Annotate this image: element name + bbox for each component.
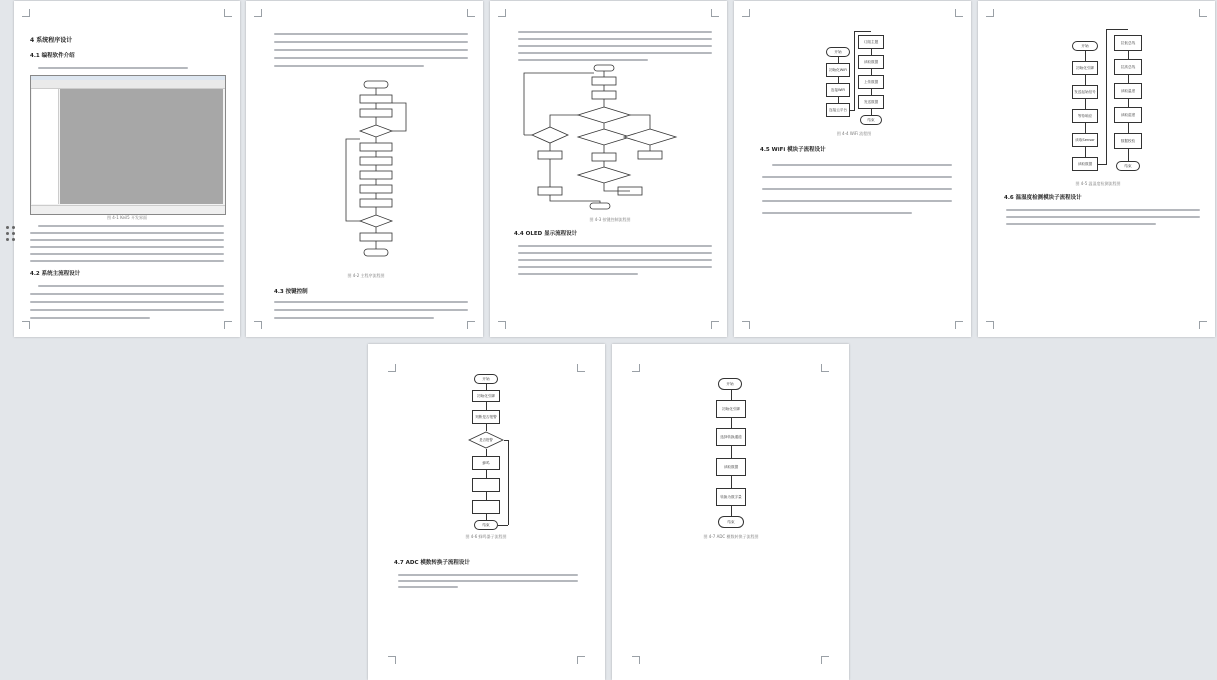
text-line (518, 266, 712, 268)
flow-node: 结束 (860, 115, 882, 125)
flow-node: 发送数据 (858, 95, 884, 109)
flow-node: 等待响应 (1072, 109, 1098, 123)
crop-mark (742, 9, 750, 17)
flow-node: 开始 (1072, 41, 1098, 51)
crop-mark (577, 656, 585, 664)
subsection-heading: 4.3 按键控制 (274, 289, 308, 295)
subsection-heading: 4.2 系统主流程设计 (30, 271, 81, 277)
crop-mark (22, 321, 30, 329)
text-line (518, 38, 712, 40)
text-line (518, 31, 712, 33)
crop-mark (224, 9, 232, 17)
subsection-heading: 4.6 温湿度检测模块子流程设计 (1004, 195, 1082, 201)
page-drag-handle[interactable] (6, 226, 16, 242)
flow-node: 读取Sensor (1072, 133, 1098, 147)
text-line (518, 259, 712, 261)
crop-mark (711, 321, 719, 329)
text-line (38, 67, 188, 69)
text-line (38, 225, 224, 227)
text-line (1006, 216, 1200, 218)
text-line (274, 33, 468, 35)
text-line (30, 293, 224, 295)
flow-node: 结束 (718, 516, 744, 528)
text-line (518, 52, 712, 54)
crop-mark (955, 9, 963, 17)
crop-mark (1199, 321, 1207, 329)
document-page-3[interactable] (490, 1, 727, 337)
text-line (30, 309, 224, 311)
main-flowchart (336, 79, 416, 269)
flow-decision-label: 是否报警 (479, 438, 493, 442)
flow-node: 开始 (474, 374, 498, 384)
crop-mark (22, 9, 30, 17)
figure-caption: 图 4-1 Keil5 开发界面 (107, 215, 147, 220)
crop-mark (577, 364, 585, 372)
document-page-1[interactable] (14, 1, 240, 337)
text-line (772, 164, 952, 166)
figure-caption: 图 4-6 蜂鸣器子流程图 (465, 534, 507, 539)
document-page-7[interactable] (612, 344, 849, 680)
text-line (762, 212, 912, 214)
flow-node: 结束 (474, 520, 498, 530)
text-line (398, 574, 578, 576)
flow-node: 初始化WiFi (826, 63, 850, 77)
flow-node: 初始化引脚 (472, 390, 500, 402)
text-line (274, 65, 424, 67)
crop-mark (632, 364, 640, 372)
crop-mark (821, 656, 829, 664)
document-page-5[interactable] (978, 1, 1215, 337)
text-line (762, 200, 952, 202)
crop-mark (632, 656, 640, 664)
document-page-4[interactable] (734, 1, 971, 337)
text-line (30, 301, 224, 303)
crop-mark (254, 321, 262, 329)
key-control-flowchart (520, 63, 700, 213)
document-page-6[interactable] (368, 344, 605, 680)
flow-node: 开始 (718, 378, 742, 390)
flow-node: 读取温度 (1114, 83, 1142, 99)
subsection-heading: 4.4 OLED 显示流程设计 (514, 231, 578, 237)
crop-mark (742, 321, 750, 329)
flow-node: 连接WiFi (826, 83, 850, 97)
flow-node: 上传数据 (858, 75, 884, 89)
crop-mark (1199, 9, 1207, 17)
flow-node: 读取数据 (1072, 157, 1098, 171)
figure-caption: 图 4-2 主程序流程图 (347, 273, 385, 278)
flow-node: 转换为数字量 (716, 488, 746, 506)
flow-node: 拉高总线 (1114, 59, 1142, 75)
crop-mark (388, 656, 396, 664)
text-line (30, 260, 224, 262)
flow-node: 结束 (1116, 161, 1140, 171)
figure-caption: 图 4-3 按键控制流程图 (589, 217, 631, 222)
crop-mark (254, 9, 262, 17)
flow-node (472, 478, 500, 492)
text-line (762, 176, 952, 178)
text-line (30, 253, 224, 255)
figure-caption: 图 4-4 WiFi 流程图 (836, 131, 872, 136)
text-line (1006, 209, 1200, 211)
flow-node: 判断是否报警 (472, 410, 500, 424)
flow-node: 数据校验 (1114, 133, 1142, 149)
text-line (274, 41, 468, 43)
text-line (30, 317, 150, 319)
text-line (518, 45, 712, 47)
flow-node: 开始 (826, 47, 850, 57)
text-line (1006, 223, 1156, 225)
text-line (30, 239, 224, 241)
text-line (274, 317, 434, 319)
subsection-heading: 4.1 编程软件介绍 (30, 53, 75, 59)
flow-node: 蜂鸣 (472, 456, 500, 470)
crop-mark (388, 364, 396, 372)
crop-mark (821, 364, 829, 372)
flow-node: 读取数据 (858, 55, 884, 69)
crop-mark (955, 321, 963, 329)
flow-node: 订阅主题 (858, 35, 884, 49)
text-line (518, 252, 712, 254)
text-line (518, 273, 638, 275)
subsection-heading: 4.5 WiFi 模块子流程设计 (760, 147, 826, 153)
figure-caption: 图 4-7 ADC 模数转换子流程图 (703, 534, 759, 539)
text-line (398, 580, 578, 582)
subsection-heading: 4.7 ADC 模数转换子流程设计 (394, 560, 470, 566)
crop-mark (467, 321, 475, 329)
section-heading: 4 系统程序设计 (30, 37, 73, 44)
flow-node: 发送起始信号 (1072, 85, 1098, 99)
flow-node: 拉低总线 (1114, 35, 1142, 51)
flow-node: 选择转换通道 (716, 428, 746, 446)
document-page-2[interactable] (246, 1, 483, 337)
text-line (38, 285, 224, 287)
flow-node: 读取数据 (716, 458, 746, 476)
text-line (30, 232, 224, 234)
flow-node (472, 500, 500, 514)
text-line (274, 301, 468, 303)
crop-mark (224, 321, 232, 329)
flow-node: 读取湿度 (1114, 107, 1142, 123)
flow-node: 初始化引脚 (1072, 61, 1098, 75)
flow-node: 初始化引脚 (716, 400, 746, 418)
figure-caption: 图 4-5 温湿度检测流程图 (1075, 181, 1121, 186)
text-line (762, 188, 952, 190)
text-line (398, 586, 458, 588)
flow-node: 连接云平台 (826, 103, 850, 117)
crop-mark (986, 9, 994, 17)
text-line (274, 309, 468, 311)
crop-mark (467, 9, 475, 17)
crop-mark (711, 9, 719, 17)
crop-mark (986, 321, 994, 329)
text-line (518, 59, 648, 61)
ide-screenshot (30, 75, 226, 215)
text-line (274, 49, 468, 51)
crop-mark (498, 9, 506, 17)
text-line (30, 246, 224, 248)
text-line (274, 57, 468, 59)
text-line (518, 245, 712, 247)
crop-mark (498, 321, 506, 329)
